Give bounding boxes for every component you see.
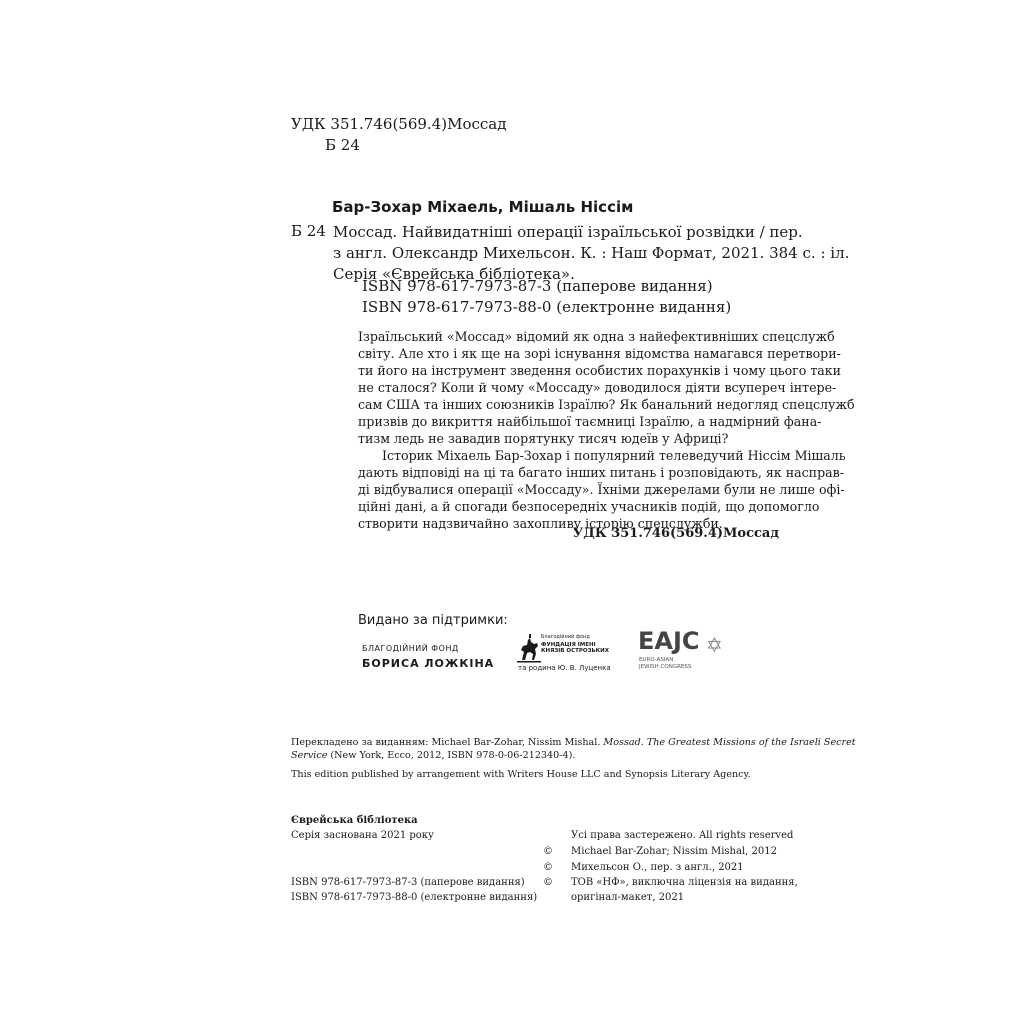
original-title-2: Service: [291, 750, 328, 761]
logo2-line2a: ФУНДАЦІЯ ІМЕНІ: [541, 642, 596, 648]
bibliographic-description: [333, 222, 850, 285]
biblio-line: Серія «Єврейська бібліотека».: [333, 265, 575, 283]
isbn-electronic: ISBN 978-617-7973-88-0 (електронне видання): [362, 298, 732, 316]
abstract-line: ді відбувалися операції «Моссаду». Їхніми джерелами були не лише офі-: [358, 482, 845, 497]
series-isbn-print: ISBN 978-617-7973-87-3 (паперове видання): [291, 877, 525, 888]
abstract-line: призвів до викриття найбільшої таємниці Ізраїлю, а надмірний фана-: [358, 414, 822, 429]
abstract-line: ційні дані, а й спогади безпосередніх учасників подій, що допомогло: [358, 499, 820, 514]
abstract-line: сам США та інших союзників Ізраїлю? Як банальний недогляд спецслужб: [358, 397, 855, 412]
abstract-line: світу. Але хто і як ще на зорі існування відомства намагався перетвори-: [358, 346, 841, 361]
abstract-line: дають відповіді на ці та багато інших питань і розповідають, як насправ-: [358, 465, 844, 480]
copyright-line: [543, 862, 744, 873]
rights-reserved: Усі права застережено. All rights reserved: [571, 830, 794, 841]
logo2-line2b: КНЯЗІВ ОСТРОЗЬКИХ: [541, 648, 610, 654]
abstract-line: створити надзвичайно захопливу історію спецслужби.: [358, 516, 723, 531]
series-title: Єврейська бібліотека: [291, 815, 418, 826]
copyright-symbol: ©: [543, 862, 553, 873]
translation-line-2: [291, 749, 785, 762]
copyright-symbol: ©: [543, 846, 553, 857]
copyright-line: [543, 877, 798, 888]
translation-suffix: (New York, Ecco, 2012, ISBN 978-0-06-212340-4).: [327, 750, 576, 761]
copyright-text: ТОВ «НФ», виключна ліцензія на видання,: [571, 877, 798, 888]
translation-note: [291, 736, 856, 762]
logo2-line2: [541, 642, 609, 654]
isbn-print: ISBN 978-617-7973-87-3 (паперове видання): [362, 277, 713, 295]
copyright-text: Михельсон О., пер. з англ., 2021: [571, 862, 744, 873]
logo1-big-text: БОРИСА ЛОЖКІНА: [362, 657, 495, 670]
translation-line-1: [291, 736, 856, 749]
eajc-sub1: EURO-ASIAN: [639, 657, 674, 663]
authors: Бар-Зохар Міхаель, Мішаль Ніссім: [332, 198, 634, 216]
abstract: [358, 328, 855, 532]
author-code: Б 24: [291, 222, 326, 240]
logo1-small-text: БЛАГОДІЙНИЙ ФОНД: [362, 644, 459, 653]
original-title-1: Mossad. The Greatest Missions of the Israeli Secret: [603, 737, 856, 748]
abstract-line: тизм ледь не завадив порятунку тисяч юдеїв у Африці?: [358, 431, 729, 446]
copyright-text: Michael Bar-Zohar; Nissim Mishal, 2012: [571, 846, 777, 857]
copyright-continuation: оригінал-макет, 2021: [571, 892, 685, 903]
eajc-logo: [636, 627, 728, 671]
logo2-line1: Благодійний фонд: [541, 634, 590, 640]
lozhkin-foundation-logo: [362, 644, 495, 670]
star-icon: ✡: [706, 633, 723, 657]
abstract-line: не сталося? Коли й чому «Моссаду» доводилося діяти всупереч інтере-: [358, 380, 837, 395]
copyright-symbol: ©: [543, 877, 553, 888]
series-since: Серія заснована 2021 року: [291, 830, 434, 841]
author-code-header: Б 24: [325, 136, 360, 154]
udk-header: УДК 351.746(569.4)Моссад: [291, 115, 507, 133]
eajc-text: EAJC: [638, 627, 700, 655]
biblio-line: Моссад. Найвидатніші операції ізраїльської розвідки / пер.: [333, 223, 803, 241]
abstract-line: Ізраїльський «Моссад» відомий як одна з найефективніших спецслужб: [358, 329, 835, 344]
copyright-line: [543, 846, 777, 857]
series-isbn-electronic: ISBN 978-617-7973-88-0 (електронне видання): [291, 892, 538, 903]
logo2-line3: та родина Ю. В. Луценка: [518, 664, 611, 672]
abstract-line: ти його на інструмент зведення особистих порахунків і чому цього таки: [358, 363, 842, 378]
abstract-line: Історик Міхаель Бар-Зохар і популярний телеведучий Ніссім Мішаль: [382, 448, 846, 463]
horse-rider-icon: [516, 632, 542, 664]
biblio-line: з англ. Олександр Михельсон. К. : Наш Формат, 2021. 384 с. : іл.: [333, 244, 850, 262]
eajc-sub2: JEWISH CONGRESS: [639, 664, 692, 670]
ostrozky-foundation-logo: [516, 632, 611, 674]
arrangement-note: This edition published by arrangement with Writers House LLC and Synopsis Literary Agency.: [291, 769, 751, 780]
translation-prefix: Перекладено за виданням: Michael Bar-Zohar, Nissim Mishal.: [291, 737, 604, 748]
support-label: Видано за підтримки:: [358, 613, 508, 628]
udk-footer: УДК 351.746(569.4)Моссад: [572, 526, 779, 541]
